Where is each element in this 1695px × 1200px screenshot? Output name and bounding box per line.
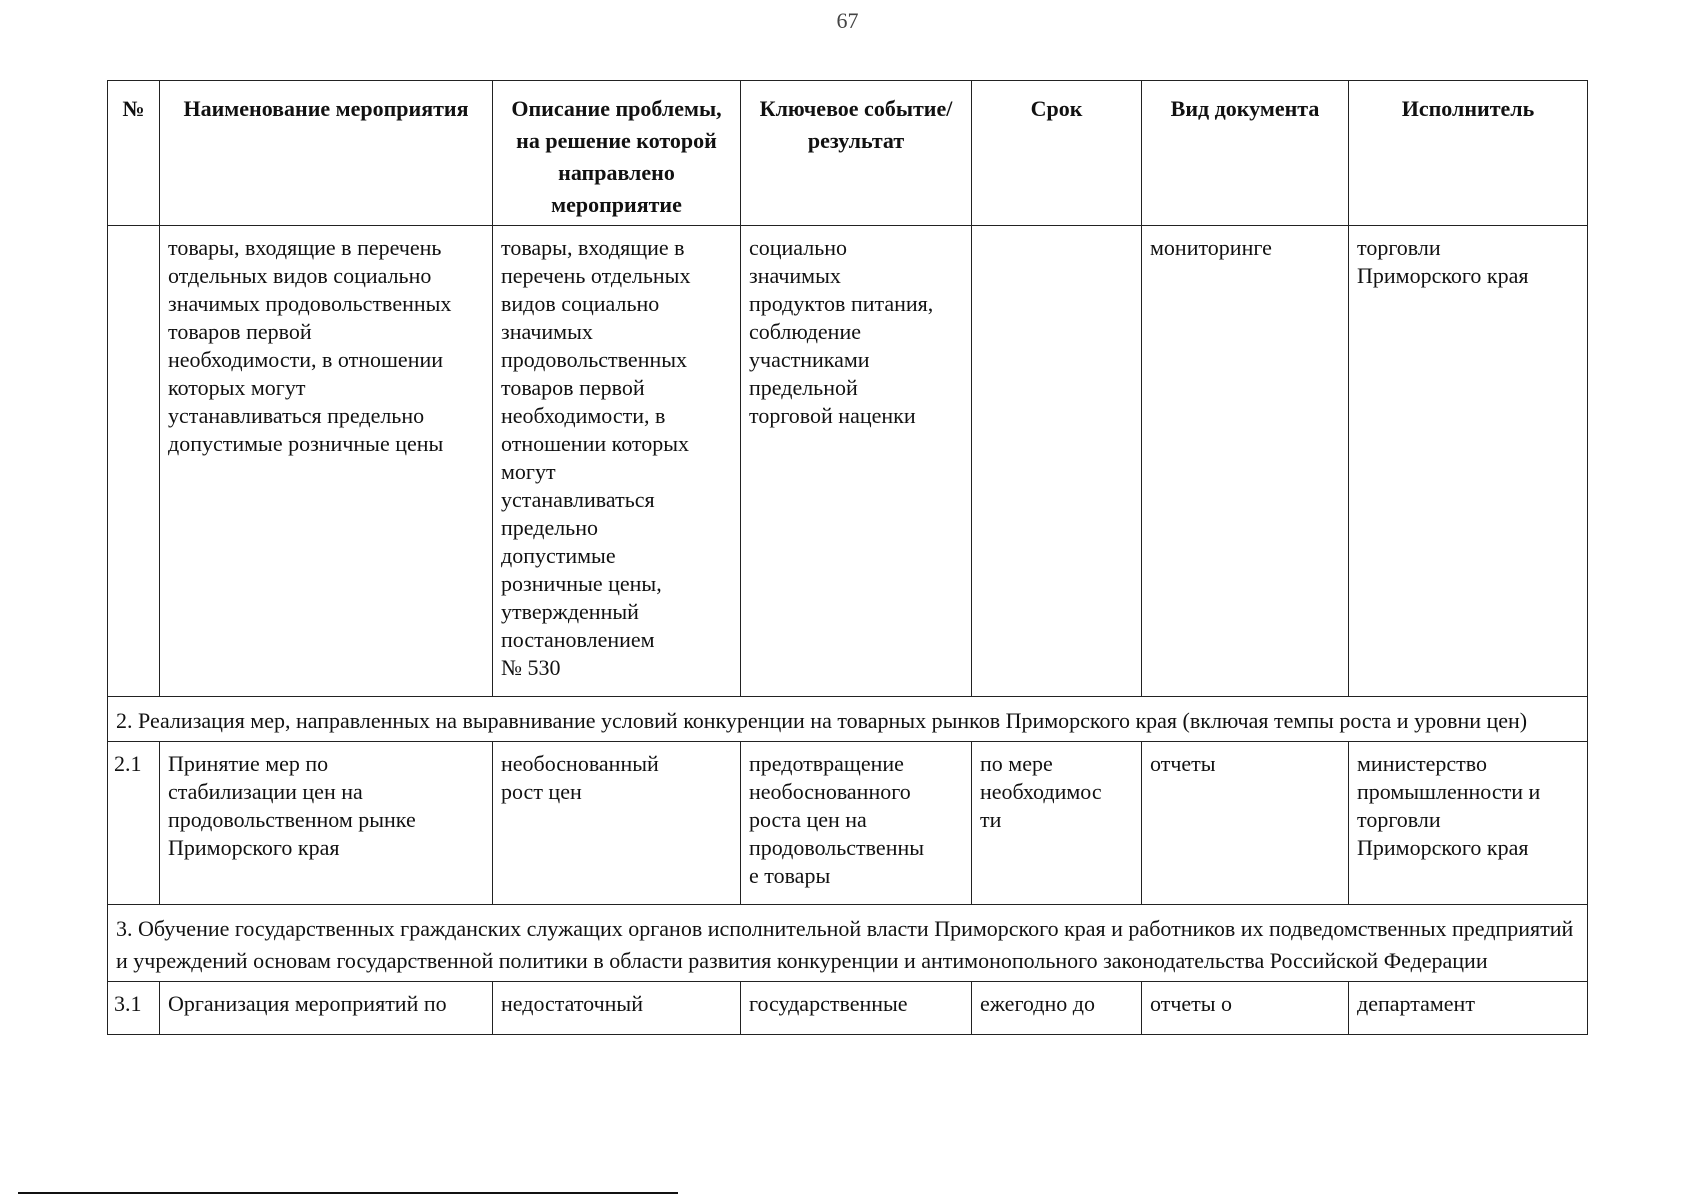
cell-number: 3.1 xyxy=(108,982,160,1035)
header-row xyxy=(108,81,1588,226)
cell-document-type: мониторинге xyxy=(1142,226,1349,697)
cell-document-type: отчеты о xyxy=(1142,982,1349,1035)
cell-number: 2.1 xyxy=(108,742,160,905)
cell-document-type: отчеты xyxy=(1142,742,1349,905)
page-number: 67 xyxy=(836,8,859,33)
cell-term xyxy=(972,226,1142,697)
section-row-2 xyxy=(108,697,1588,742)
cell-problem-description: необоснованный рост цен xyxy=(493,742,741,905)
measures-table xyxy=(107,80,1588,1035)
footnote-separator-line xyxy=(18,1192,678,1194)
cell-executor: департамент xyxy=(1349,982,1588,1035)
cell-term: по мере необходимос ти xyxy=(972,742,1142,905)
cell-term: ежегодно до xyxy=(972,982,1142,1035)
header-problem-description: Описание проблемы, на решение которой направлено мероприятие xyxy=(493,81,741,226)
cell-problem-description: товары, входящие в перечень отдельных видов социально значимых продовольственных товаров первой необходимости, в отношении которых могут устанавливаться предельно допустимые розничные цены, утвержденный постановлением № 530 xyxy=(493,226,741,697)
header-number: № xyxy=(108,81,160,226)
cell-key-result: предотвращение необоснованного роста цен на продовольственны е товары xyxy=(741,742,972,905)
header-document-type: Вид документа xyxy=(1142,81,1349,226)
cell-problem-description: недостаточный xyxy=(493,982,741,1035)
section-heading-2: 2. Реализация мер, направленных на выравнивание условий конкуренции на товарных рынков Приморского края (включая темпы роста и уровни цен) xyxy=(108,697,1588,742)
table-row-continued xyxy=(108,226,1588,697)
table-row-3-1 xyxy=(108,982,1588,1035)
cell-measure-name: товары, входящие в перечень отдельных видов социально значимых продовольственных товаров первой необходимости, в отношении которых могут устанавливаться предельно допустимые розничные цены xyxy=(160,226,493,697)
cell-number xyxy=(108,226,160,697)
cell-executor: торговли Приморского края xyxy=(1349,226,1588,697)
header-measure-name: Наименование мероприятия xyxy=(160,81,493,226)
section-row-3 xyxy=(108,905,1588,982)
cell-key-result: государственные xyxy=(741,982,972,1035)
cell-measure-name: Организация мероприятий по xyxy=(160,982,493,1035)
section-heading-3: 3. Обучение государственных гражданских служащих органов исполнительной власти Приморского края и работников их подведомственных предприятий и учреждений основам государственной политики в области развития конкуренции и антимонопольного законодательства Российской Федерации xyxy=(108,905,1588,982)
table-row-2-1 xyxy=(108,742,1588,905)
header-term: Срок xyxy=(972,81,1142,226)
cell-measure-name: Принятие мер по стабилизации цен на продовольственном рынке Приморского края xyxy=(160,742,493,905)
cell-executor: министерство промышленности и торговли Приморского края xyxy=(1349,742,1588,905)
header-executor: Исполнитель xyxy=(1349,81,1588,226)
table-header xyxy=(108,81,1588,226)
header-key-result: Ключевое событие/результат xyxy=(741,81,972,226)
cell-key-result: социально значимых продуктов питания, соблюдение участниками предельной торговой наценки xyxy=(741,226,972,697)
